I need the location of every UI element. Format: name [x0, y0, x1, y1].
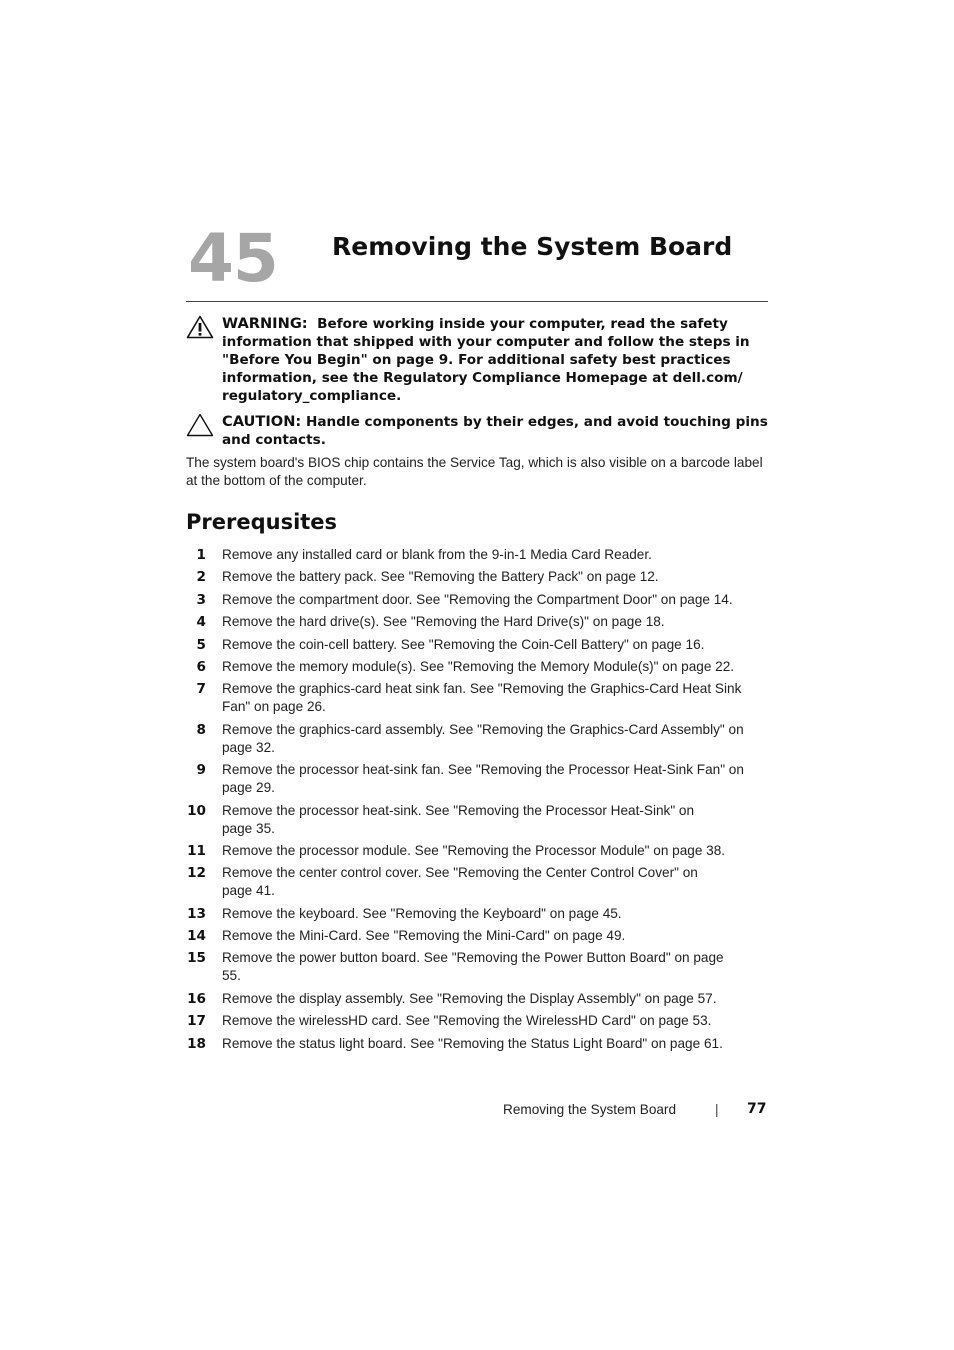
step-text: Remove the graphics-card assembly. See "Removing the Graphics-Card Assembly" on page 32.	[222, 721, 744, 755]
step-item	[186, 761, 768, 797]
step-item	[186, 613, 768, 631]
chapter-divider	[186, 301, 768, 302]
warning-text: Before working inside your computer, read the safety information that shipped with your computer and follow the steps in "Before You Begin" on page 9. For additional safety best practices information, see the Regulatory Compliance Homepage at dell.com/ regulatory_compliance.	[222, 316, 750, 404]
step-text: Remove the processor module. See "Removing the Processor Module" on page 38.	[222, 842, 726, 858]
step-text: Remove the coin-cell battery. See "Removing the Coin-Cell Battery" on page 16.	[222, 636, 705, 652]
step-text: Remove the power button board. See "Removing the Power Button Board" on page 55.	[222, 950, 724, 984]
step-number: 12	[187, 865, 206, 882]
step-item	[186, 802, 768, 838]
warning-notice	[186, 315, 768, 405]
step-number: 15	[187, 950, 206, 967]
step-number: 17	[187, 1013, 206, 1030]
step-item	[186, 658, 768, 676]
step-text: Remove the status light board. See "Removing the Status Light Board" on page 61.	[222, 1035, 723, 1051]
step-number: 4	[196, 614, 206, 631]
caution-label: CAUTION:	[222, 413, 302, 430]
chapter-number: 45	[188, 220, 278, 297]
step-text: Remove any installed card or blank from the 9-in-1 Media Card Reader.	[222, 547, 652, 562]
step-number: 11	[187, 842, 206, 859]
step-item	[186, 721, 768, 757]
warning-label: WARNING:	[222, 315, 308, 332]
step-number: 10	[187, 802, 206, 819]
step-item	[186, 949, 768, 985]
intro-paragraph: The system board's BIOS chip contains the Service Tag, which is also visible on a barcode label at the bottom of the computer.	[186, 455, 763, 488]
step-item	[186, 1012, 768, 1030]
step-number: 9	[196, 762, 206, 779]
footer-title: Removing the System Board	[503, 1102, 677, 1117]
step-item	[186, 591, 768, 609]
step-item	[186, 636, 768, 654]
step-item	[186, 842, 768, 860]
step-item	[186, 905, 768, 923]
caution-triangle-icon	[186, 413, 214, 437]
step-number: 13	[187, 905, 206, 922]
caution-text: Handle components by their edges, and avoid touching pins and contacts.	[222, 414, 768, 448]
caution-notice	[186, 413, 768, 449]
step-text: Remove the center control cover. See "Removing the Center Control Cover" on page 41.	[222, 865, 698, 899]
step-text: Remove the hard drive(s). See "Removing the Hard Drive(s)" on page 18.	[222, 614, 665, 630]
warning-triangle-icon	[186, 315, 214, 339]
step-text: Remove the battery pack. See "Removing the Battery Pack" on page 12.	[222, 569, 659, 585]
step-number: 1	[196, 547, 206, 563]
step-item	[186, 568, 768, 586]
chapter-title: Removing the System Board	[332, 232, 733, 261]
footer-separator: |	[715, 1102, 719, 1117]
step-number: 7	[196, 681, 206, 698]
step-text: Remove the memory module(s). See "Removing the Memory Module(s)" on page 22.	[222, 658, 735, 674]
step-text: Remove the Mini-Card. See "Removing the Mini-Card" on page 49.	[222, 928, 626, 944]
step-number: 16	[187, 990, 206, 1007]
prerequisite-steps	[186, 546, 768, 1057]
step-number: 3	[196, 591, 206, 608]
step-item	[186, 927, 768, 945]
page-number: 77	[747, 1101, 767, 1117]
step-text: Remove the wirelessHD card. See "Removing the WirelessHD Card" on page 53.	[222, 1013, 712, 1029]
step-text: Remove the processor heat-sink fan. See "Removing the Processor Heat-Sink Fan" on page 29.	[222, 762, 744, 796]
step-number: 6	[196, 658, 206, 675]
step-text: Remove the graphics-card heat sink fan. See "Removing the Graphics-Card Heat Sink Fan" on page 26.	[222, 681, 742, 715]
step-text: Remove the compartment door. See "Removing the Compartment Door" on page 14.	[222, 591, 733, 607]
step-number: 14	[187, 928, 206, 945]
step-number: 2	[196, 569, 206, 586]
step-item	[186, 546, 768, 564]
step-text: Remove the keyboard. See "Removing the Keyboard" on page 45.	[222, 905, 622, 921]
step-text: Remove the display assembly. See "Removing the Display Assembly" on page 57.	[222, 990, 717, 1006]
step-number: 8	[196, 721, 206, 738]
step-item	[186, 1035, 768, 1053]
step-text: Remove the processor heat-sink. See "Removing the Processor Heat-Sink" on page 35.	[222, 802, 695, 836]
step-item	[186, 680, 768, 716]
step-number: 5	[196, 636, 206, 653]
step-number: 18	[187, 1035, 206, 1052]
step-item	[186, 864, 768, 900]
section-title: Prerequsites	[186, 510, 338, 534]
step-item	[186, 990, 768, 1008]
